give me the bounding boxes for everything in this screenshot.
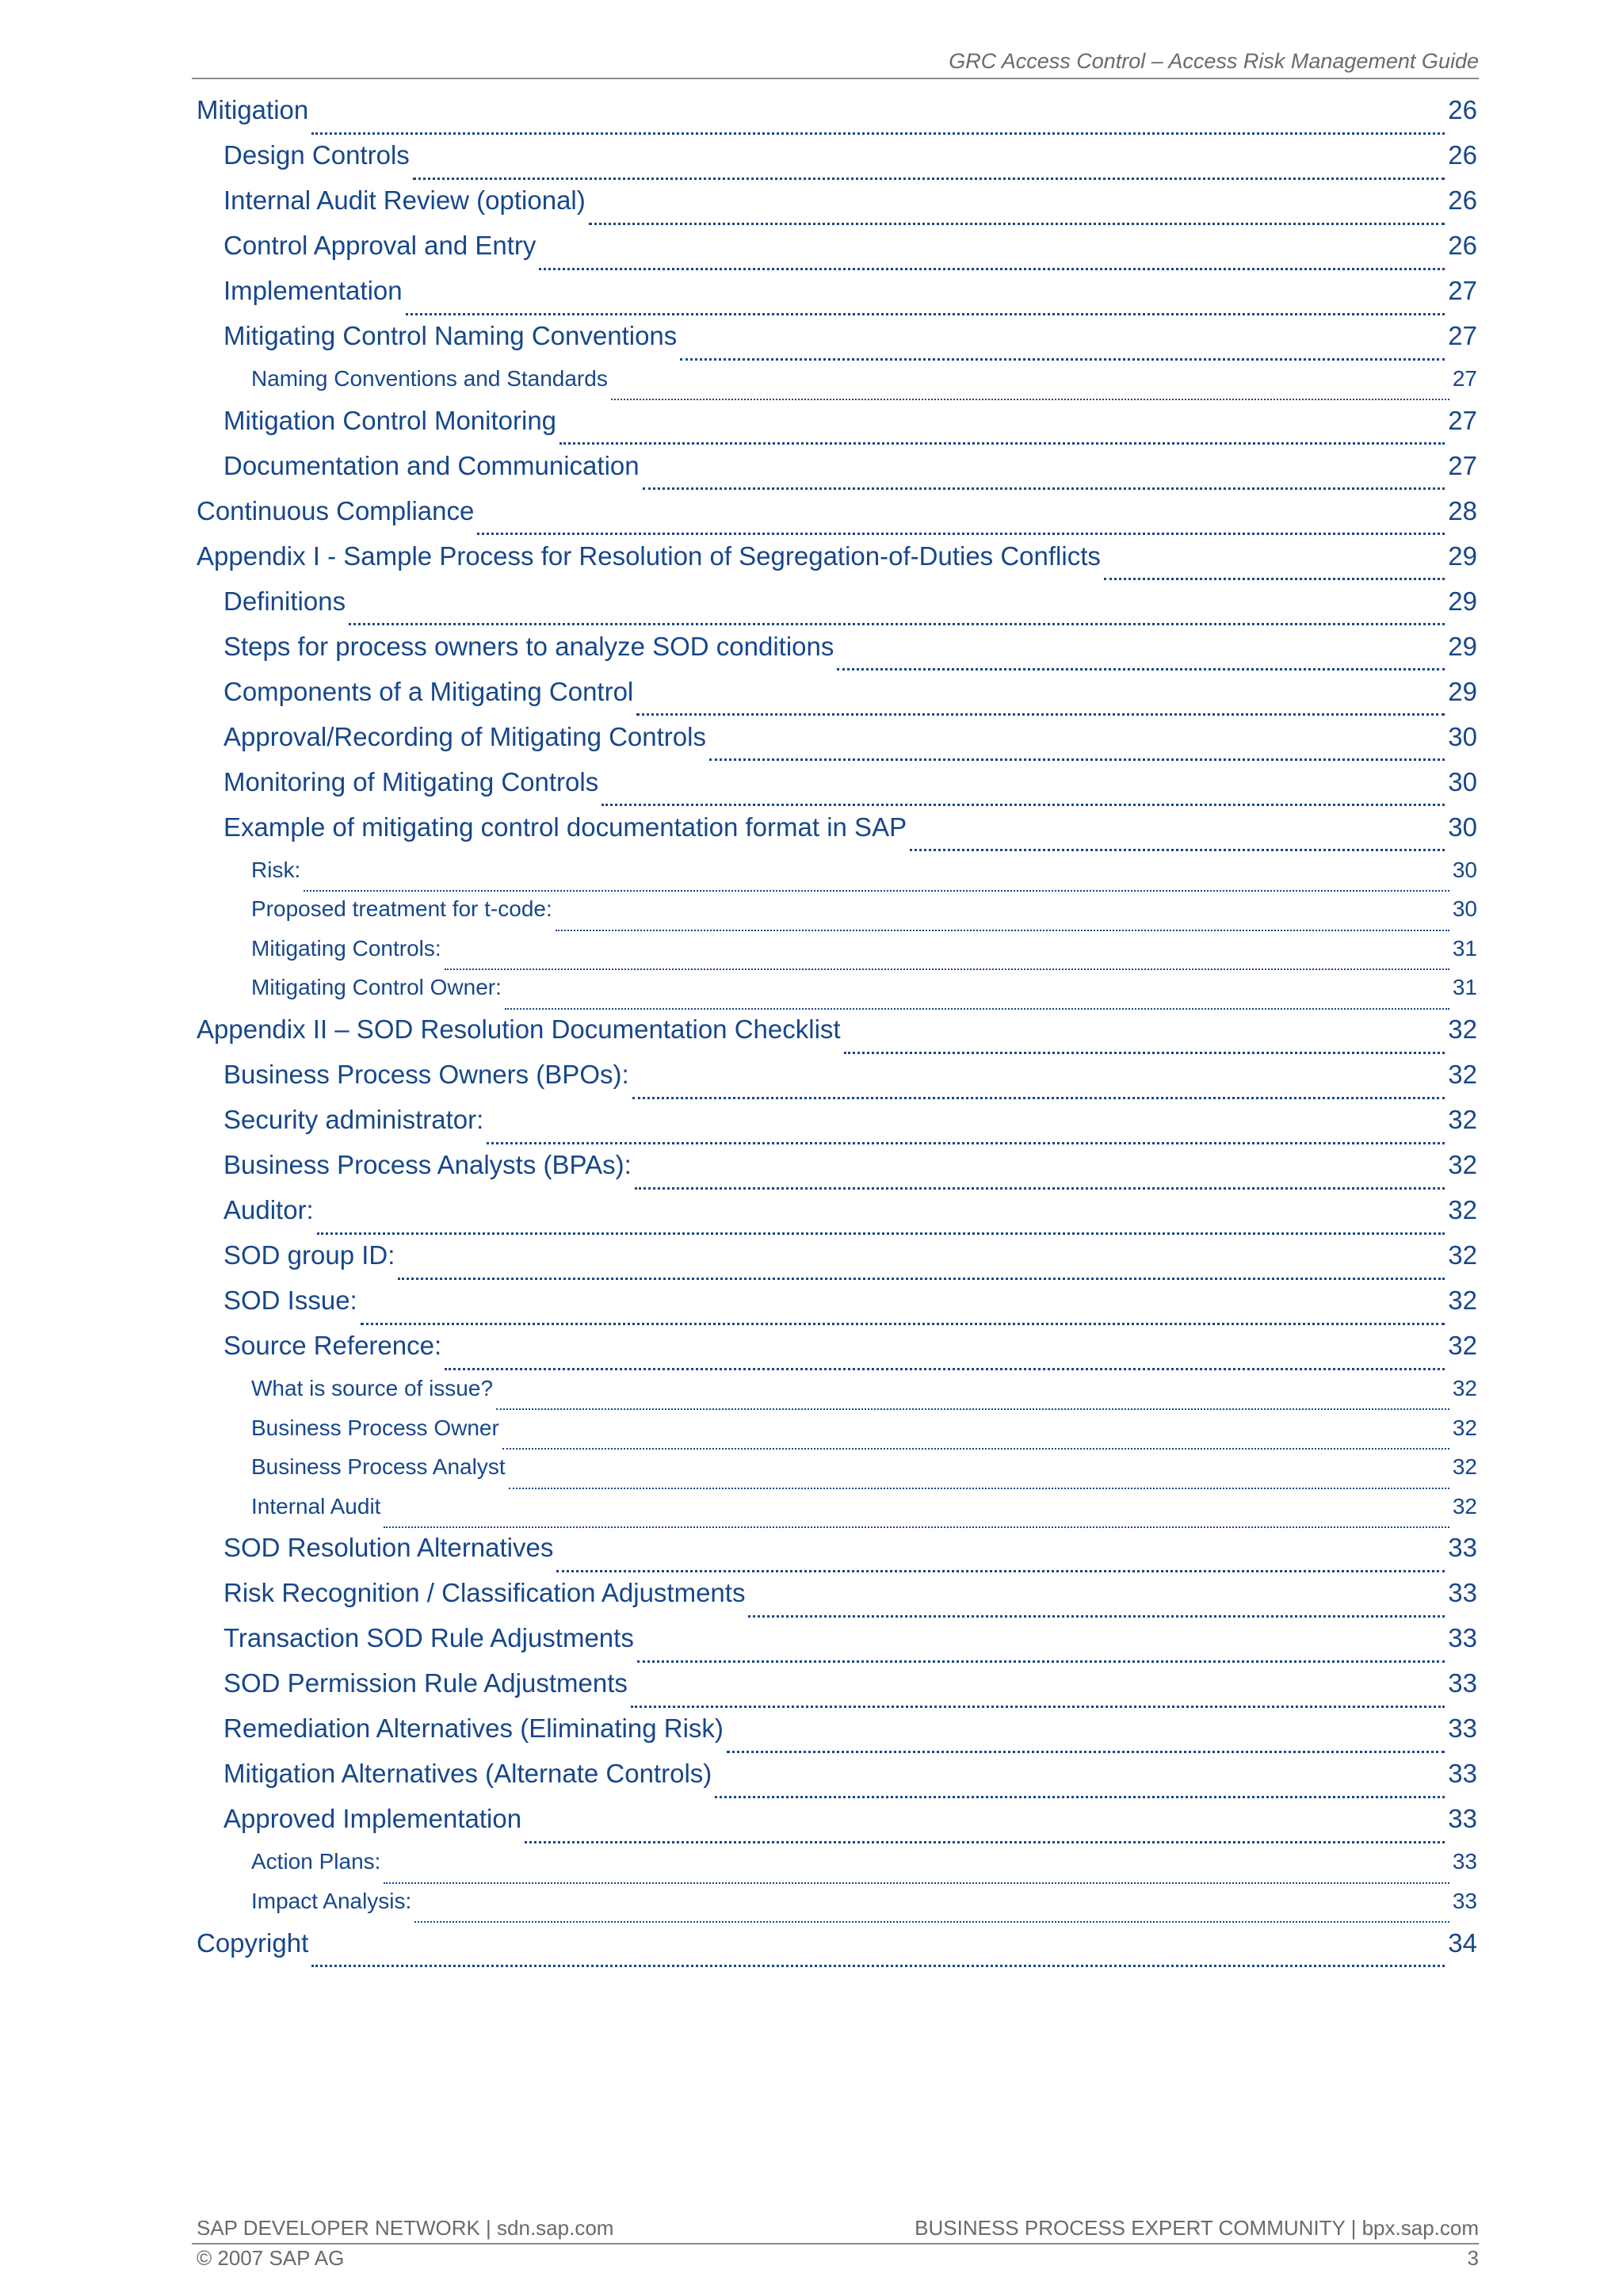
document-title: GRC Access Control – Access Risk Management Guide bbox=[949, 49, 1479, 73]
toc-entry[interactable] bbox=[197, 1454, 1477, 1494]
toc-entry-title: Mitigation Alternatives (Alternate Controls) bbox=[223, 1759, 712, 1789]
toc-entry[interactable] bbox=[197, 1759, 1477, 1804]
toc-entry-title: Internal Audit Review (optional) bbox=[223, 185, 586, 215]
toc-dot-leader bbox=[361, 1286, 1445, 1331]
toc-dot-leader bbox=[311, 95, 1445, 140]
toc-dot-leader bbox=[406, 276, 1445, 321]
toc-entry[interactable] bbox=[197, 586, 1477, 632]
toc-entry[interactable] bbox=[197, 632, 1477, 677]
toc-entry-title: Monitoring of Mitigating Controls bbox=[223, 766, 599, 797]
toc-dot-leader bbox=[715, 1759, 1445, 1804]
toc-dot-leader bbox=[349, 586, 1445, 632]
toc-dot-leader bbox=[505, 975, 1449, 1014]
toc-entry-page-number: 32 bbox=[1448, 1059, 1477, 1089]
toc-entry-page-number: 31 bbox=[1452, 935, 1477, 961]
toc-entry[interactable] bbox=[197, 276, 1477, 321]
toc-dot-leader bbox=[556, 896, 1449, 936]
toc-dot-leader bbox=[636, 677, 1445, 722]
toc-entry[interactable] bbox=[197, 1928, 1477, 1973]
toc-entry[interactable] bbox=[197, 1713, 1477, 1759]
toc-entry-page-number: 33 bbox=[1448, 1759, 1477, 1789]
toc-dot-leader bbox=[398, 1240, 1445, 1286]
toc-entry-title: SOD Resolution Alternatives bbox=[223, 1533, 554, 1563]
toc-entry-title: SOD Issue: bbox=[223, 1285, 357, 1315]
toc-dot-leader bbox=[384, 1849, 1449, 1889]
toc-dot-leader bbox=[727, 1713, 1445, 1759]
toc-entry-page-number: 29 bbox=[1448, 586, 1477, 616]
toc-entry-page-number: 30 bbox=[1452, 857, 1477, 882]
toc-entry-title: Naming Conventions and Standards bbox=[251, 366, 608, 391]
toc-entry-title: Approval/Recording of Mitigating Controls bbox=[223, 721, 706, 751]
toc-entry-title: Continuous Compliance bbox=[197, 495, 475, 525]
toc-entry[interactable] bbox=[197, 185, 1477, 231]
toc-entry[interactable] bbox=[197, 936, 1477, 976]
toc-dot-leader bbox=[709, 722, 1445, 767]
toc-entry-page-number: 30 bbox=[1452, 896, 1477, 922]
toc-dot-leader bbox=[502, 1415, 1449, 1455]
toc-entry-title: Mitigating Control Owner: bbox=[251, 975, 502, 1000]
toc-entry-title: Remediation Alternatives (Eliminating Risk) bbox=[223, 1713, 724, 1744]
toc-entry[interactable] bbox=[197, 496, 1477, 541]
toc-dot-leader bbox=[632, 1060, 1445, 1105]
toc-dot-leader bbox=[413, 140, 1445, 185]
toc-entry-title: Security administrator: bbox=[223, 1104, 484, 1134]
toc-dot-leader bbox=[445, 1331, 1445, 1376]
toc-entry-page-number: 28 bbox=[1448, 495, 1477, 525]
toc-dot-leader bbox=[445, 936, 1449, 976]
toc-dot-leader bbox=[910, 812, 1445, 858]
toc-dot-leader bbox=[631, 1668, 1445, 1713]
toc-entry[interactable] bbox=[197, 1376, 1477, 1415]
toc-entry-title: Business Process Analysts (BPAs): bbox=[223, 1149, 632, 1179]
table-of-contents bbox=[197, 95, 1477, 1973]
toc-entry-page-number: 32 bbox=[1448, 1014, 1477, 1044]
footer-bottom-row bbox=[192, 2244, 1479, 2273]
toc-dot-leader bbox=[643, 451, 1445, 496]
toc-entry-title: Business Process Owners (BPOs): bbox=[223, 1059, 629, 1089]
toc-entry-page-number: 27 bbox=[1448, 450, 1477, 480]
toc-entry-title: Proposed treatment for t-code: bbox=[251, 896, 552, 922]
toc-entry[interactable] bbox=[197, 1889, 1477, 1928]
toc-entry-page-number: 34 bbox=[1448, 1927, 1477, 1958]
toc-entry[interactable] bbox=[197, 1849, 1477, 1889]
toc-entry-page-number: 33 bbox=[1448, 1578, 1477, 1608]
toc-entry[interactable] bbox=[197, 722, 1477, 767]
toc-entry-page-number: 27 bbox=[1448, 405, 1477, 435]
toc-entry-title: Implementation bbox=[223, 276, 403, 305]
toc-entry-page-number: 30 bbox=[1448, 721, 1477, 751]
toc-entry-title: Internal Audit bbox=[251, 1493, 381, 1519]
toc-entry[interactable] bbox=[197, 406, 1477, 451]
toc-entry-page-number: 29 bbox=[1448, 676, 1477, 706]
toc-entry-title: Source Reference: bbox=[223, 1330, 442, 1360]
toc-entry-page-number: 26 bbox=[1448, 95, 1477, 124]
toc-dot-leader bbox=[1104, 541, 1445, 586]
toc-entry-page-number: 26 bbox=[1448, 231, 1477, 260]
toc-entry[interactable] bbox=[197, 140, 1477, 185]
footer-bpx-link: BUSINESS PROCESS EXPERT COMMUNITY | bpx.sap.com bbox=[915, 2216, 1479, 2240]
toc-entry-title: Example of mitigating control documentation format in SAP bbox=[223, 812, 907, 842]
toc-entry[interactable] bbox=[197, 1240, 1477, 1286]
toc-entry[interactable] bbox=[197, 767, 1477, 812]
toc-entry[interactable] bbox=[197, 95, 1477, 140]
toc-entry[interactable] bbox=[197, 896, 1477, 936]
toc-entry[interactable] bbox=[197, 321, 1477, 366]
toc-entry[interactable] bbox=[197, 1105, 1477, 1150]
toc-entry-page-number: 26 bbox=[1448, 185, 1477, 215]
toc-entry-page-number: 32 bbox=[1452, 1454, 1477, 1480]
toc-entry-title: SOD Permission Rule Adjustments bbox=[223, 1668, 628, 1698]
toc-entry-page-number: 29 bbox=[1448, 541, 1477, 571]
toc-entry-title: Mitigating Control Naming Conventions bbox=[223, 321, 678, 350]
toc-entry[interactable] bbox=[197, 1150, 1477, 1195]
toc-entry[interactable] bbox=[197, 975, 1477, 1014]
toc-entry-page-number: 33 bbox=[1452, 1849, 1477, 1874]
toc-dot-leader bbox=[539, 231, 1445, 276]
toc-entry-page-number: 32 bbox=[1448, 1194, 1477, 1224]
toc-entry[interactable] bbox=[197, 1060, 1477, 1105]
toc-entry-page-number: 27 bbox=[1452, 366, 1477, 391]
toc-entry-title: Risk Recognition / Classification Adjustments bbox=[223, 1578, 746, 1608]
toc-dot-leader bbox=[496, 1376, 1449, 1415]
toc-entry-page-number: 33 bbox=[1452, 1888, 1477, 1913]
toc-entry-page-number: 33 bbox=[1448, 1533, 1477, 1563]
toc-entry[interactable] bbox=[197, 1415, 1477, 1455]
toc-entry-title: SOD group ID: bbox=[223, 1240, 395, 1270]
toc-entry-page-number: 32 bbox=[1448, 1285, 1477, 1315]
toc-dot-leader bbox=[844, 1014, 1445, 1060]
footer-sdn-link: SAP DEVELOPER NETWORK | sdn.sap.com bbox=[197, 2216, 614, 2240]
toc-dot-leader bbox=[748, 1578, 1445, 1623]
toc-entry-page-number: 32 bbox=[1452, 1493, 1477, 1519]
toc-entry-title: Auditor: bbox=[223, 1194, 314, 1224]
toc-entry-page-number: 32 bbox=[1452, 1375, 1477, 1400]
toc-entry[interactable] bbox=[197, 812, 1477, 858]
toc-entry-title: Documentation and Communication bbox=[223, 450, 640, 480]
toc-entry-title: What is source of issue? bbox=[251, 1375, 494, 1400]
toc-dot-leader bbox=[680, 321, 1445, 366]
toc-dot-leader bbox=[837, 632, 1445, 677]
toc-entry-title: Steps for process owners to analyze SOD conditions bbox=[223, 631, 834, 661]
toc-entry-title: Business Process Owner bbox=[251, 1415, 499, 1440]
toc-entry-page-number: 32 bbox=[1448, 1240, 1477, 1270]
toc-dot-leader bbox=[611, 366, 1449, 406]
toc-dot-leader bbox=[304, 858, 1449, 897]
toc-dot-leader bbox=[635, 1150, 1445, 1195]
toc-entry-page-number: 30 bbox=[1448, 766, 1477, 797]
toc-entry-title: Definitions bbox=[223, 586, 346, 616]
page-header bbox=[192, 46, 1479, 79]
toc-dot-leader bbox=[637, 1623, 1445, 1668]
toc-entry-title: Mitigation bbox=[197, 95, 309, 124]
toc-dot-leader bbox=[414, 1889, 1449, 1928]
toc-entry[interactable] bbox=[197, 1533, 1477, 1578]
toc-dot-leader bbox=[317, 1195, 1445, 1240]
toc-entry-title: Action Plans: bbox=[251, 1849, 381, 1874]
toc-entry-page-number: 33 bbox=[1448, 1668, 1477, 1698]
toc-entry-title: Control Approval and Entry bbox=[223, 231, 537, 260]
toc-entry[interactable] bbox=[197, 858, 1477, 897]
toc-entry-page-number: 33 bbox=[1448, 1713, 1477, 1744]
toc-entry-page-number: 33 bbox=[1448, 1623, 1477, 1653]
toc-entry-page-number: 30 bbox=[1448, 812, 1477, 842]
toc-entry-title: Copyright bbox=[197, 1927, 309, 1958]
footer-top-row bbox=[192, 2214, 1479, 2244]
toc-entry-title: Business Process Analyst bbox=[251, 1454, 506, 1480]
toc-entry-page-number: 29 bbox=[1448, 631, 1477, 661]
toc-dot-leader bbox=[559, 406, 1445, 451]
toc-entry[interactable] bbox=[197, 1331, 1477, 1376]
toc-dot-leader bbox=[556, 1533, 1445, 1578]
toc-entry[interactable] bbox=[197, 1286, 1477, 1331]
toc-entry-title: Appendix I - Sample Process for Resolution of Segregation-of-Duties Conflicts bbox=[197, 541, 1101, 571]
toc-entry-page-number: 32 bbox=[1448, 1330, 1477, 1360]
toc-entry[interactable] bbox=[197, 677, 1477, 722]
toc-entry-title: Impact Analysis: bbox=[251, 1888, 412, 1913]
toc-entry-page-number: 26 bbox=[1448, 140, 1477, 170]
toc-entry-title: Mitigating Controls: bbox=[251, 935, 441, 961]
page-footer bbox=[192, 2214, 1479, 2273]
toc-dot-leader bbox=[477, 496, 1445, 541]
toc-entry[interactable] bbox=[197, 1494, 1477, 1534]
toc-entry-page-number: 33 bbox=[1448, 1804, 1477, 1834]
toc-entry-title: Risk: bbox=[251, 857, 301, 882]
footer-copyright: © 2007 SAP AG bbox=[197, 2246, 345, 2270]
page-number: 3 bbox=[1467, 2246, 1479, 2270]
toc-entry-page-number: 31 bbox=[1452, 975, 1477, 1000]
toc-entry-title: Appendix II – SOD Resolution Documentation Checklist bbox=[197, 1014, 841, 1044]
toc-entry-page-number: 32 bbox=[1452, 1415, 1477, 1440]
toc-dot-leader bbox=[509, 1454, 1449, 1494]
toc-entry-page-number: 32 bbox=[1448, 1104, 1477, 1134]
toc-entry-page-number: 32 bbox=[1448, 1149, 1477, 1179]
toc-dot-leader bbox=[525, 1804, 1445, 1849]
toc-entry[interactable] bbox=[197, 1014, 1477, 1060]
toc-entry[interactable] bbox=[197, 1578, 1477, 1623]
toc-entry[interactable] bbox=[197, 366, 1477, 406]
toc-entry-title: Components of a Mitigating Control bbox=[223, 676, 634, 706]
toc-dot-leader bbox=[384, 1494, 1449, 1534]
toc-entry[interactable] bbox=[197, 1623, 1477, 1668]
toc-entry-title: Design Controls bbox=[223, 140, 410, 170]
toc-dot-leader bbox=[589, 185, 1445, 231]
toc-entry-title: Transaction SOD Rule Adjustments bbox=[223, 1623, 634, 1653]
toc-entry-page-number: 27 bbox=[1448, 276, 1477, 305]
toc-dot-leader bbox=[601, 767, 1445, 812]
toc-entry-title: Approved Implementation bbox=[223, 1804, 522, 1834]
toc-entry-title: Mitigation Control Monitoring bbox=[223, 405, 557, 435]
toc-entry[interactable] bbox=[197, 541, 1477, 586]
toc-entry[interactable] bbox=[197, 451, 1477, 496]
toc-dot-leader bbox=[311, 1928, 1445, 1973]
toc-entry[interactable] bbox=[197, 1804, 1477, 1849]
toc-entry[interactable] bbox=[197, 1668, 1477, 1713]
toc-dot-leader bbox=[487, 1105, 1445, 1150]
toc-entry-page-number: 27 bbox=[1448, 321, 1477, 350]
toc-entry[interactable] bbox=[197, 231, 1477, 276]
toc-entry[interactable] bbox=[197, 1195, 1477, 1240]
